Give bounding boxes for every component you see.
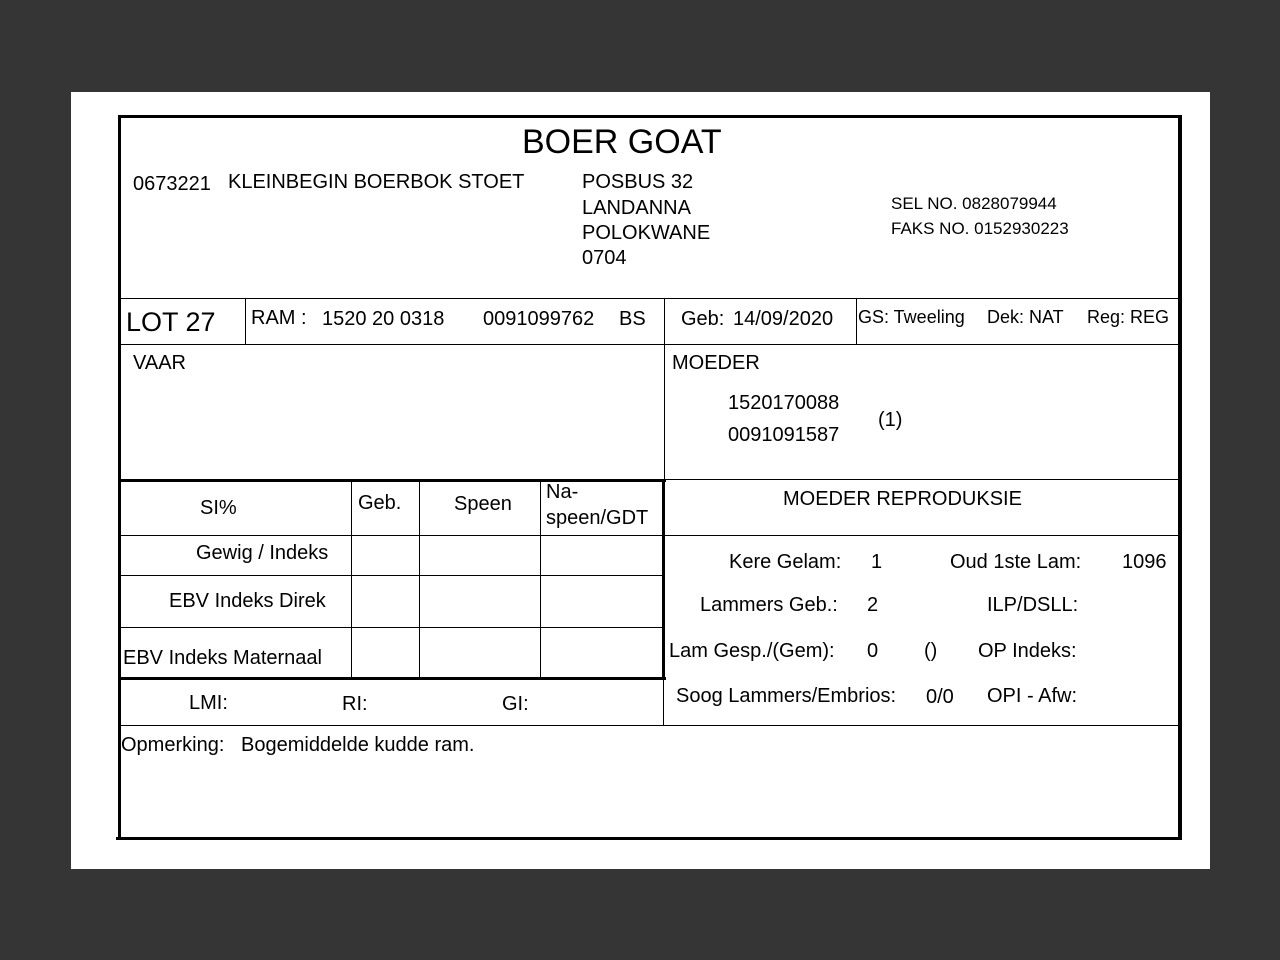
performance-col-line-2 — [419, 482, 420, 678]
born-label: Geb: — [681, 308, 725, 330]
si-percent-header: SI% — [200, 497, 237, 519]
lambs-weaned-label: Lam Gesp./(Gem): — [669, 640, 835, 662]
dam-registration: 0091091587 — [728, 424, 840, 446]
op-index-label: OP Indeks: — [978, 640, 1077, 662]
col-header-weaning: Speen — [454, 493, 512, 515]
remarks-label: Opmerking: — [121, 734, 225, 756]
repro-left-line — [663, 678, 664, 725]
remarks-text: Bogemiddelde kudde ram. — [241, 734, 475, 756]
performance-header-line — [121, 535, 663, 536]
lambs-weaned-value: 0 — [867, 640, 879, 662]
row-ebv-maternal: EBV Indeks Maternaal — [123, 647, 322, 669]
col-header-birth: Geb. — [358, 492, 402, 514]
lot-divider-3 — [856, 298, 857, 344]
suckling-lambs-label: Soog Lammers/Embrios: — [676, 685, 897, 707]
opi-deviation-label: OPI - Afw: — [987, 685, 1078, 707]
lot-divider-1 — [245, 298, 246, 344]
performance-row-line-1 — [121, 575, 663, 576]
address-line-1: POSBUS 32 — [582, 171, 694, 193]
row-ebv-direct: EBV Indeks Direk — [169, 590, 326, 612]
dam-label: MOEDER — [672, 352, 760, 374]
lambs-weaned-average: () — [924, 640, 938, 662]
mating-type: Dek: NAT — [987, 307, 1064, 327]
registration-status: Reg: REG — [1087, 307, 1170, 327]
lot-row-top-line — [121, 298, 1178, 299]
address-line-4: 0704 — [582, 247, 627, 269]
ram-code: BS — [619, 308, 646, 330]
born-date: 14/09/2020 — [733, 308, 834, 330]
age-first-lamb-label: Oud 1ste Lam: — [950, 551, 1082, 573]
col-header-post-weaning-2: speen/GDT — [546, 507, 649, 529]
lot-number: LOT 27 — [126, 307, 216, 337]
row-weight-index: Gewig / Indeks — [196, 542, 329, 564]
performance-table-top — [121, 479, 666, 482]
performance-row-line-2 — [121, 627, 663, 628]
lot-divider-2 — [664, 298, 665, 344]
remarks-top-line — [121, 725, 1178, 726]
pedigree-divider — [664, 344, 665, 480]
performance-col-line-1 — [351, 482, 352, 678]
lambs-born-label: Lammers Geb.: — [700, 594, 838, 616]
sire-label: VAAR — [133, 352, 186, 374]
suckling-lambs-value: 0/0 — [926, 686, 954, 708]
address-line-2: LANDANNA — [582, 197, 691, 219]
breeder-name: KLEINBEGIN BOERBOK STOET — [228, 171, 525, 193]
performance-col-line-3 — [540, 482, 541, 678]
col-header-post-weaning-1: Na- — [546, 481, 579, 503]
dam-note: (1) — [878, 409, 903, 431]
cell-number: SEL NO. 0828079944 — [891, 194, 1057, 213]
times-lambed-label: Kere Gelam: — [729, 551, 842, 573]
document-title: BOER GOAT — [522, 123, 722, 161]
card-border-top — [118, 115, 1182, 118]
gi-label: GI: — [502, 693, 529, 715]
ram-registration: 0091099762 — [483, 308, 595, 330]
age-first-lamb-value: 1096 — [1122, 551, 1167, 573]
ram-label: RAM : — [251, 307, 307, 329]
performance-table-right — [662, 479, 665, 679]
lot-row-bottom-line — [121, 344, 1178, 345]
ram-id: 1520 20 0318 — [322, 308, 445, 330]
lambs-born-value: 2 — [867, 594, 879, 616]
card-border-bottom — [116, 837, 1178, 840]
repro-header-line — [665, 535, 1178, 536]
ri-label: RI: — [342, 693, 368, 715]
lmi-label: LMI: — [189, 692, 228, 714]
repro-title: MOEDER REPRODUKSIE — [783, 488, 1022, 510]
ilp-dsll-label: ILP/DSLL: — [987, 594, 1079, 616]
performance-table-bottom — [121, 677, 666, 680]
breeder-number: 0673221 — [133, 173, 211, 195]
times-lambed-value: 1 — [871, 551, 883, 573]
repro-top-line — [665, 479, 1178, 480]
address-line-3: POLOKWANE — [582, 222, 711, 244]
dam-id: 1520170088 — [728, 392, 840, 414]
card-border-right — [1178, 115, 1182, 840]
birth-status: GS: Tweeling — [858, 307, 965, 327]
card-border-left — [118, 115, 121, 840]
fax-number: FAKS NO. 0152930223 — [891, 219, 1069, 238]
